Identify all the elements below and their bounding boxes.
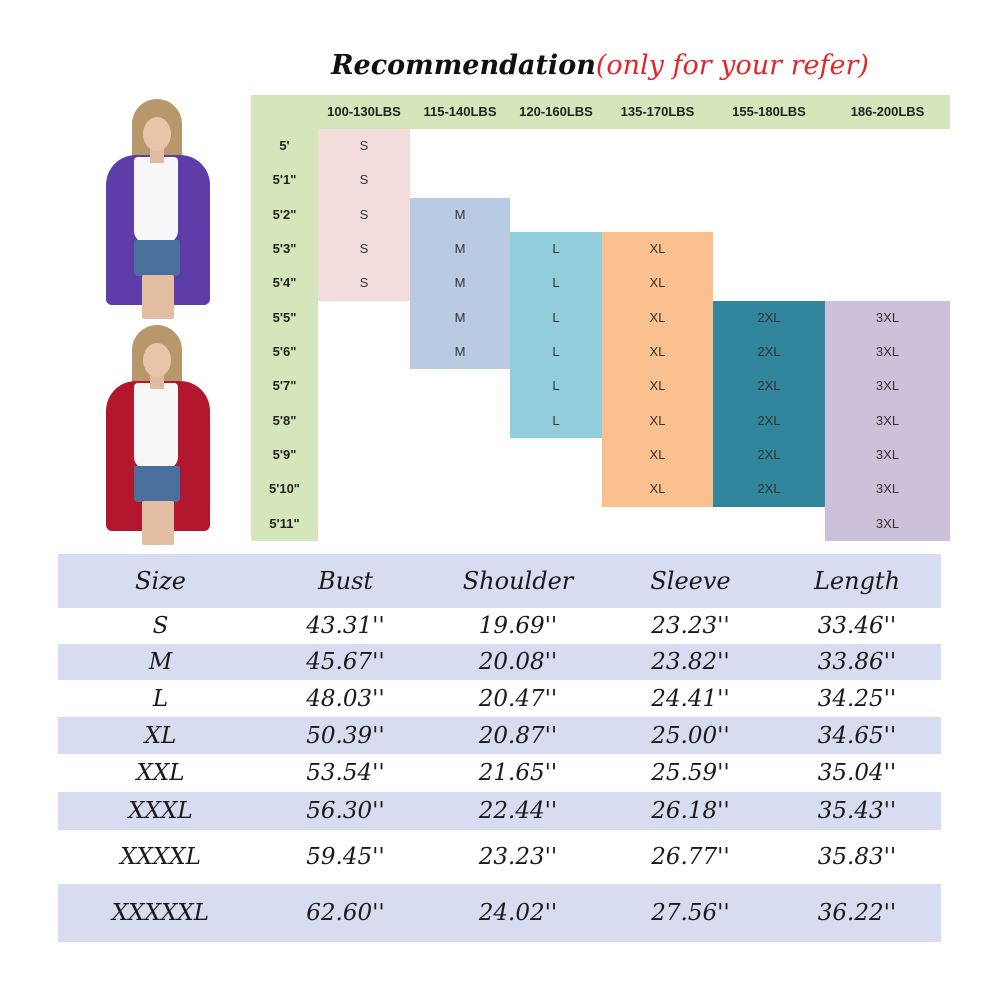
height-label: 5'9" (272, 446, 297, 462)
table-cell: XXL (136, 760, 185, 786)
size-cell: L (510, 266, 602, 300)
table-cell: 20.87'' (478, 722, 558, 749)
table-cell: 27.56'' (651, 900, 730, 926)
size-cell: 3XL (825, 335, 950, 369)
size-cell: L (510, 369, 602, 403)
height-label: 5'2" (272, 206, 297, 222)
height-label: 5' (279, 138, 290, 153)
size-cell: L (510, 404, 602, 438)
size-cell: M (410, 301, 510, 335)
table-cell: 21.65'' (478, 760, 558, 786)
table-cell: 25.59'' (651, 760, 730, 786)
size-cell: XL (602, 369, 713, 403)
size-cell: 3XL (825, 369, 950, 403)
size-cell: 2XL (713, 438, 825, 472)
table-cell: 34.65'' (817, 722, 897, 749)
weight-header: 186-200LBS (825, 95, 950, 129)
size-cell: S (318, 198, 410, 232)
table-cell: 23.23'' (478, 844, 558, 870)
header-cell: Size (135, 567, 186, 595)
table-cell: 35.83'' (817, 844, 897, 870)
size-cell: M (410, 335, 510, 369)
height-label: 5'4" (272, 275, 297, 291)
header-cell: Bust (317, 567, 374, 595)
size-recommendation-grid (251, 95, 950, 541)
size-cell: L (510, 335, 602, 369)
table-cell: 26.77'' (651, 844, 730, 870)
table-cell: 26.18'' (651, 798, 730, 824)
size-cell: XL (602, 472, 713, 506)
model-purple-cardigan-icon (100, 97, 220, 319)
table-cell: 50.39'' (306, 722, 385, 749)
table-cell: XXXL (128, 798, 193, 824)
table-cell: XXXXXL (111, 900, 210, 926)
title-note: (only for your refer) (595, 50, 869, 81)
table-header-row (58, 554, 941, 608)
height-label: 5'1" (272, 172, 297, 188)
table-cell: 24.41'' (651, 685, 730, 712)
weight-header: 155-180LBS (713, 95, 825, 129)
table-cell: 34.25'' (817, 685, 897, 712)
height-label: 5'11" (269, 515, 300, 531)
table-cell: 59.45'' (306, 844, 385, 870)
table-cell: 33.86'' (817, 649, 897, 675)
size-cell: L (510, 232, 602, 266)
size-cell: 2XL (713, 301, 825, 335)
table-cell: M (148, 649, 173, 675)
height-label: 5'8" (272, 412, 297, 428)
header-cell: Sleeve (650, 567, 731, 595)
table-row (58, 754, 941, 792)
table-cell: 53.54'' (306, 760, 385, 786)
weight-header: 115-140LBS (410, 95, 510, 129)
size-cell: 3XL (825, 404, 950, 438)
height-label: 5'6" (272, 343, 297, 359)
table-cell: 22.44'' (478, 798, 558, 824)
weight-header: 120-160LBS (510, 95, 602, 129)
size-cell: S (318, 232, 410, 266)
table-cell: 20.47'' (478, 685, 558, 712)
weight-header: 100-130LBS (318, 95, 410, 129)
table-cell: 35.43'' (817, 798, 897, 824)
table-cell: 23.23'' (651, 613, 730, 639)
header-cell: Length (813, 567, 901, 595)
table-cell: S (152, 613, 169, 639)
size-cell: S (318, 129, 410, 163)
height-label: 5'7" (272, 378, 297, 394)
size-cell: XL (602, 232, 713, 266)
table-cell: 25.00'' (651, 722, 730, 749)
table-cell: 35.04'' (817, 760, 897, 786)
table-row (58, 644, 941, 680)
height-label: 5'10" (269, 481, 300, 497)
size-cell: 2XL (713, 472, 825, 506)
table-cell: L (152, 685, 169, 712)
size-cell: 2XL (713, 404, 825, 438)
table-cell: 20.08'' (478, 649, 558, 675)
size-cell: S (318, 163, 410, 197)
model-red-cardigan-icon (100, 323, 220, 545)
size-cell: XL (602, 335, 713, 369)
table-cell: 56.30'' (306, 798, 385, 824)
grid-corner (251, 95, 318, 129)
chart-title (250, 50, 950, 81)
size-cell: S (318, 266, 410, 300)
size-cell: XL (602, 438, 713, 472)
table-cell: 23.82'' (651, 649, 730, 675)
table-row (58, 608, 941, 644)
size-cell: M (410, 232, 510, 266)
table-cell: 33.46'' (817, 613, 897, 639)
table-cell: 48.03'' (306, 685, 385, 712)
weight-header: 135-170LBS (602, 95, 713, 129)
size-cell: XL (602, 266, 713, 300)
size-cell: 2XL (713, 335, 825, 369)
size-cell: 3XL (825, 301, 950, 335)
table-cell: 24.02'' (478, 900, 558, 926)
title-main: Recommendation (331, 50, 596, 81)
header-cell: Shoulder (462, 567, 574, 595)
height-label: 5'5" (272, 309, 297, 325)
size-cell: M (410, 198, 510, 232)
table-row (58, 717, 941, 754)
size-cell: XL (602, 301, 713, 335)
table-cell: 19.69'' (478, 613, 558, 639)
table-row (58, 792, 941, 830)
size-cell: 2XL (713, 369, 825, 403)
table-row (58, 884, 941, 942)
table-cell: XL (144, 722, 177, 749)
size-cell: L (510, 301, 602, 335)
table-cell: 62.60'' (306, 900, 385, 926)
size-cell: XL (602, 404, 713, 438)
size-cell: 3XL (825, 507, 950, 541)
table-cell: 43.31'' (306, 613, 385, 639)
table-row (58, 680, 941, 717)
table-cell: 36.22'' (817, 900, 897, 926)
height-label: 5'3" (272, 240, 297, 256)
table-row (58, 830, 941, 884)
table-cell: XXXXL (120, 844, 201, 870)
size-cell: 3XL (825, 472, 950, 506)
table-cell: 45.67'' (306, 649, 385, 675)
size-cell: 3XL (825, 438, 950, 472)
size-cell: M (410, 266, 510, 300)
